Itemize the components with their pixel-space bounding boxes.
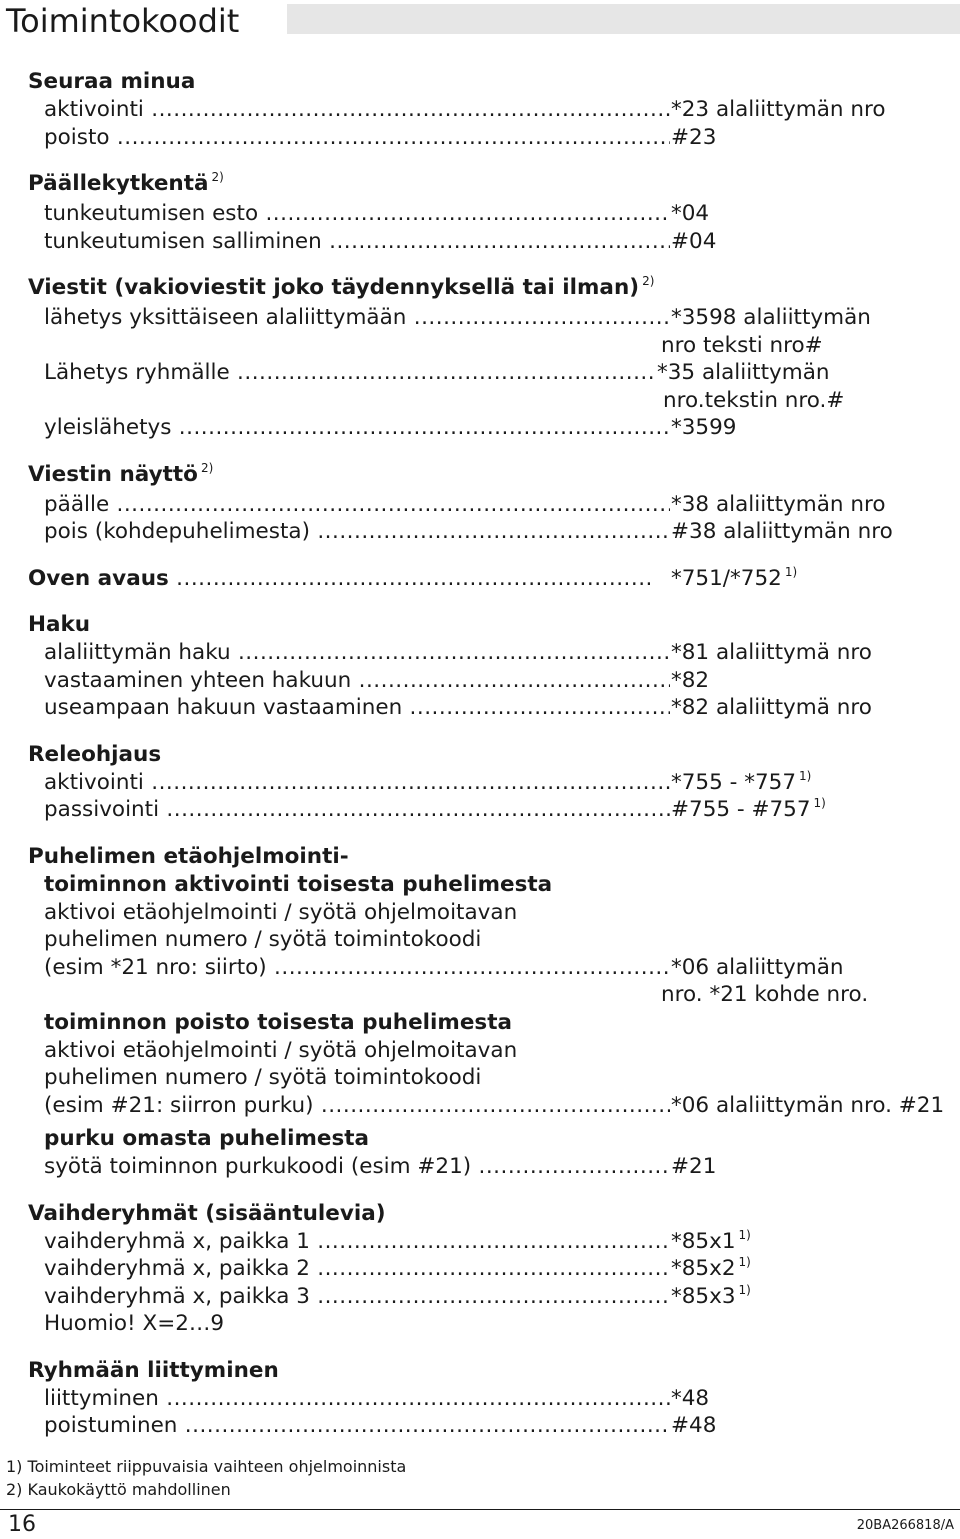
code-value: *35 alaliittymän bbox=[657, 360, 830, 385]
section-title: Vaihderyhmät (sisääntulevia) bbox=[28, 1200, 386, 1226]
section-title-wrap bbox=[28, 274, 948, 304]
instruction-text: aktivoi etäohjelmointi / syötä ohjelmoitavan bbox=[44, 899, 518, 925]
code-row bbox=[28, 769, 948, 797]
code-value-wrap bbox=[671, 1228, 751, 1259]
code-value: *755 - *757 bbox=[671, 769, 797, 795]
code-row bbox=[28, 667, 948, 695]
code-value: *38 alaliittymän nro bbox=[671, 491, 886, 517]
code-row bbox=[28, 1092, 948, 1120]
footnote-ref: 2) bbox=[200, 460, 214, 475]
code-value: *82 alaliittymä nro bbox=[671, 695, 872, 720]
code-label: vaihderyhmä x, paikka 3 ..... bbox=[44, 1283, 670, 1311]
section-title: Haku bbox=[28, 612, 91, 637]
footnote-ref: 1) bbox=[784, 564, 798, 579]
code-label: aktivointi ..... bbox=[44, 96, 670, 124]
code-row bbox=[28, 639, 948, 667]
code-value: #21 bbox=[671, 1154, 717, 1179]
code-value-wrap bbox=[661, 304, 871, 359]
code-label: päälle ..... bbox=[44, 491, 670, 519]
code-value: *82 bbox=[671, 667, 710, 693]
code-row bbox=[28, 228, 948, 256]
code-value-wrap bbox=[671, 1283, 751, 1314]
code-label: syötä toiminnon purkukoodi (esim #21) ..... bbox=[44, 1153, 670, 1181]
code-row bbox=[28, 796, 948, 824]
page-footer bbox=[0, 1509, 960, 1539]
footnote-ref: 1) bbox=[799, 768, 812, 783]
section-releohjaus bbox=[28, 741, 948, 824]
code-row bbox=[28, 414, 948, 442]
code-row bbox=[28, 304, 948, 359]
code-value: #38 alaliittymän nro bbox=[671, 519, 893, 544]
code-value: *3599 bbox=[671, 415, 737, 440]
subsection-title: purku omasta puhelimesta bbox=[44, 1126, 370, 1151]
code-row bbox=[28, 359, 948, 414]
code-row bbox=[28, 1385, 948, 1413]
footnote-ref: 1) bbox=[738, 1255, 751, 1269]
section-etaohjelmointi bbox=[28, 843, 948, 1181]
section-paallekytkenta bbox=[28, 170, 948, 255]
section-oven-avaus bbox=[28, 565, 948, 593]
footnote-ref: 2) bbox=[211, 170, 224, 184]
code-value: *85x1 bbox=[671, 1228, 736, 1254]
code-value-wrap bbox=[671, 796, 826, 827]
code-list bbox=[28, 68, 948, 1440]
section-haku bbox=[28, 611, 948, 722]
page-header bbox=[0, 0, 960, 42]
code-value: *06 alaliittymän bbox=[671, 954, 844, 980]
code-label: useampaan hakuun vastaaminen ..... bbox=[44, 694, 670, 722]
code-label: poistuminen ..... bbox=[44, 1412, 670, 1440]
code-value: *48 bbox=[671, 1385, 710, 1411]
code-label: yleislähetys ..... bbox=[44, 414, 670, 442]
code-value: #23 bbox=[671, 124, 717, 150]
code-row bbox=[28, 491, 948, 519]
section-title: Viestin näyttö bbox=[28, 461, 198, 487]
note-text: Huomio! X=2…9 bbox=[44, 1311, 225, 1336]
code-row bbox=[28, 1228, 948, 1256]
code-value-line2: nro teksti nro# bbox=[661, 332, 823, 358]
code-row bbox=[28, 124, 948, 152]
code-row bbox=[28, 565, 948, 593]
section-title-wrap bbox=[28, 170, 948, 200]
section-title: Seuraa minua bbox=[28, 69, 196, 94]
code-row bbox=[28, 518, 948, 546]
code-label: tunkeutumisen salliminen ..... bbox=[44, 228, 670, 256]
code-value: #755 - #757 bbox=[671, 797, 811, 822]
instruction-text: aktivoi etäohjelmointi / syötä ohjelmoitavan bbox=[44, 1037, 518, 1063]
code-label: vaihderyhmä x, paikka 1 ..... bbox=[44, 1228, 670, 1256]
section-ryhmaan-liittyminen bbox=[28, 1357, 948, 1440]
code-label: liittyminen ..... bbox=[44, 1385, 670, 1413]
footnote-ref: 1) bbox=[738, 1282, 751, 1297]
footnote: 1) Toiminteet riippuvaisia vaihteen ohjelmoinnista bbox=[6, 1457, 407, 1476]
code-value: #04 bbox=[671, 228, 717, 254]
code-label: aktivointi ..... bbox=[44, 769, 670, 797]
footnote-ref: 1) bbox=[738, 1227, 751, 1242]
section-title: Viestit (vakioviestit joko täydennyksellä tai ilman) bbox=[28, 275, 640, 300]
code-row bbox=[28, 954, 948, 1009]
code-row bbox=[28, 1412, 948, 1440]
section-viestit bbox=[28, 274, 948, 442]
subsection-title: toiminnon aktivointi toisesta puhelimesta bbox=[44, 871, 553, 897]
code-value: *81 alaliittymä nro bbox=[671, 640, 872, 665]
code-row bbox=[28, 1283, 948, 1311]
code-label: passivointi ..... bbox=[44, 796, 670, 824]
section-viestin-naytto bbox=[28, 461, 948, 546]
code-label: Lähetys ryhmälle ..... bbox=[44, 359, 656, 387]
section-title: Releohjaus bbox=[28, 741, 162, 767]
page-number: 16 bbox=[8, 1512, 36, 1537]
code-value-wrap bbox=[657, 359, 844, 414]
section-title: Päällekytkentä bbox=[28, 171, 209, 196]
code-value-wrap bbox=[671, 1255, 751, 1286]
code-value: *751/*752 bbox=[671, 565, 782, 591]
code-value: *04 bbox=[671, 201, 710, 226]
footnote: 2) Kaukokäyttö mahdollinen bbox=[6, 1480, 231, 1499]
footnote-ref: 2) bbox=[642, 274, 655, 288]
code-value-wrap bbox=[671, 565, 797, 596]
code-label: vastaaminen yhteen hakuun ..... bbox=[44, 667, 670, 695]
code-row bbox=[28, 96, 948, 124]
code-value-wrap bbox=[671, 769, 811, 800]
code-value-line2: nro.tekstin nro.# bbox=[663, 387, 845, 413]
title-bar bbox=[287, 4, 960, 34]
code-value-wrap bbox=[661, 954, 869, 1009]
footnote-ref: 1) bbox=[813, 796, 826, 810]
code-label: (esim #21: siirron purku) ..... bbox=[44, 1092, 670, 1120]
section-vaihderyhmat bbox=[28, 1200, 948, 1338]
section-title: Puhelimen etäohjelmointi- bbox=[28, 843, 349, 869]
subsection-title: toiminnon poisto toisesta puhelimesta bbox=[44, 1009, 512, 1035]
code-label: lähetys yksittäiseen alaliittymään ..... bbox=[44, 304, 670, 332]
code-label: poisto ..... bbox=[44, 124, 670, 152]
code-value: *3598 alaliittymän bbox=[671, 305, 871, 330]
code-label: alaliittymän haku ..... bbox=[44, 639, 670, 667]
section-title: Ryhmään liittyminen bbox=[28, 1357, 279, 1383]
code-label: (esim *21 nro: siirto) ..... bbox=[44, 954, 670, 982]
code-value: *06 alaliittymän nro. #21 bbox=[671, 1092, 945, 1118]
code-row bbox=[28, 1255, 948, 1283]
code-label: Oven avaus ..... bbox=[28, 565, 654, 593]
section-title-wrap bbox=[28, 461, 948, 491]
code-label: pois (kohdepuhelimesta) ..... bbox=[44, 518, 670, 546]
code-value: *85x3 bbox=[671, 1283, 736, 1309]
instruction-text: puhelimen numero / syötä toimintokoodi bbox=[44, 1065, 482, 1090]
section-seuraa-minua bbox=[28, 68, 948, 151]
code-value: #48 bbox=[671, 1413, 717, 1438]
footnotes bbox=[6, 1455, 406, 1501]
code-row bbox=[28, 694, 948, 722]
document-code: 20BA266818/A bbox=[856, 1518, 954, 1533]
code-value: *23 alaliittymän nro bbox=[671, 97, 886, 122]
code-value-line2: nro. *21 kohde nro. bbox=[661, 982, 869, 1007]
instruction-text: puhelimen numero / syötä toimintokoodi bbox=[44, 927, 482, 952]
code-row bbox=[28, 200, 948, 228]
code-row bbox=[28, 1153, 948, 1181]
code-label: tunkeutumisen esto ..... bbox=[44, 200, 670, 228]
code-value: *85x2 bbox=[671, 1256, 736, 1281]
page-title: Toimintokoodit bbox=[6, 2, 240, 40]
code-label: vaihderyhmä x, paikka 2 ..... bbox=[44, 1255, 670, 1283]
